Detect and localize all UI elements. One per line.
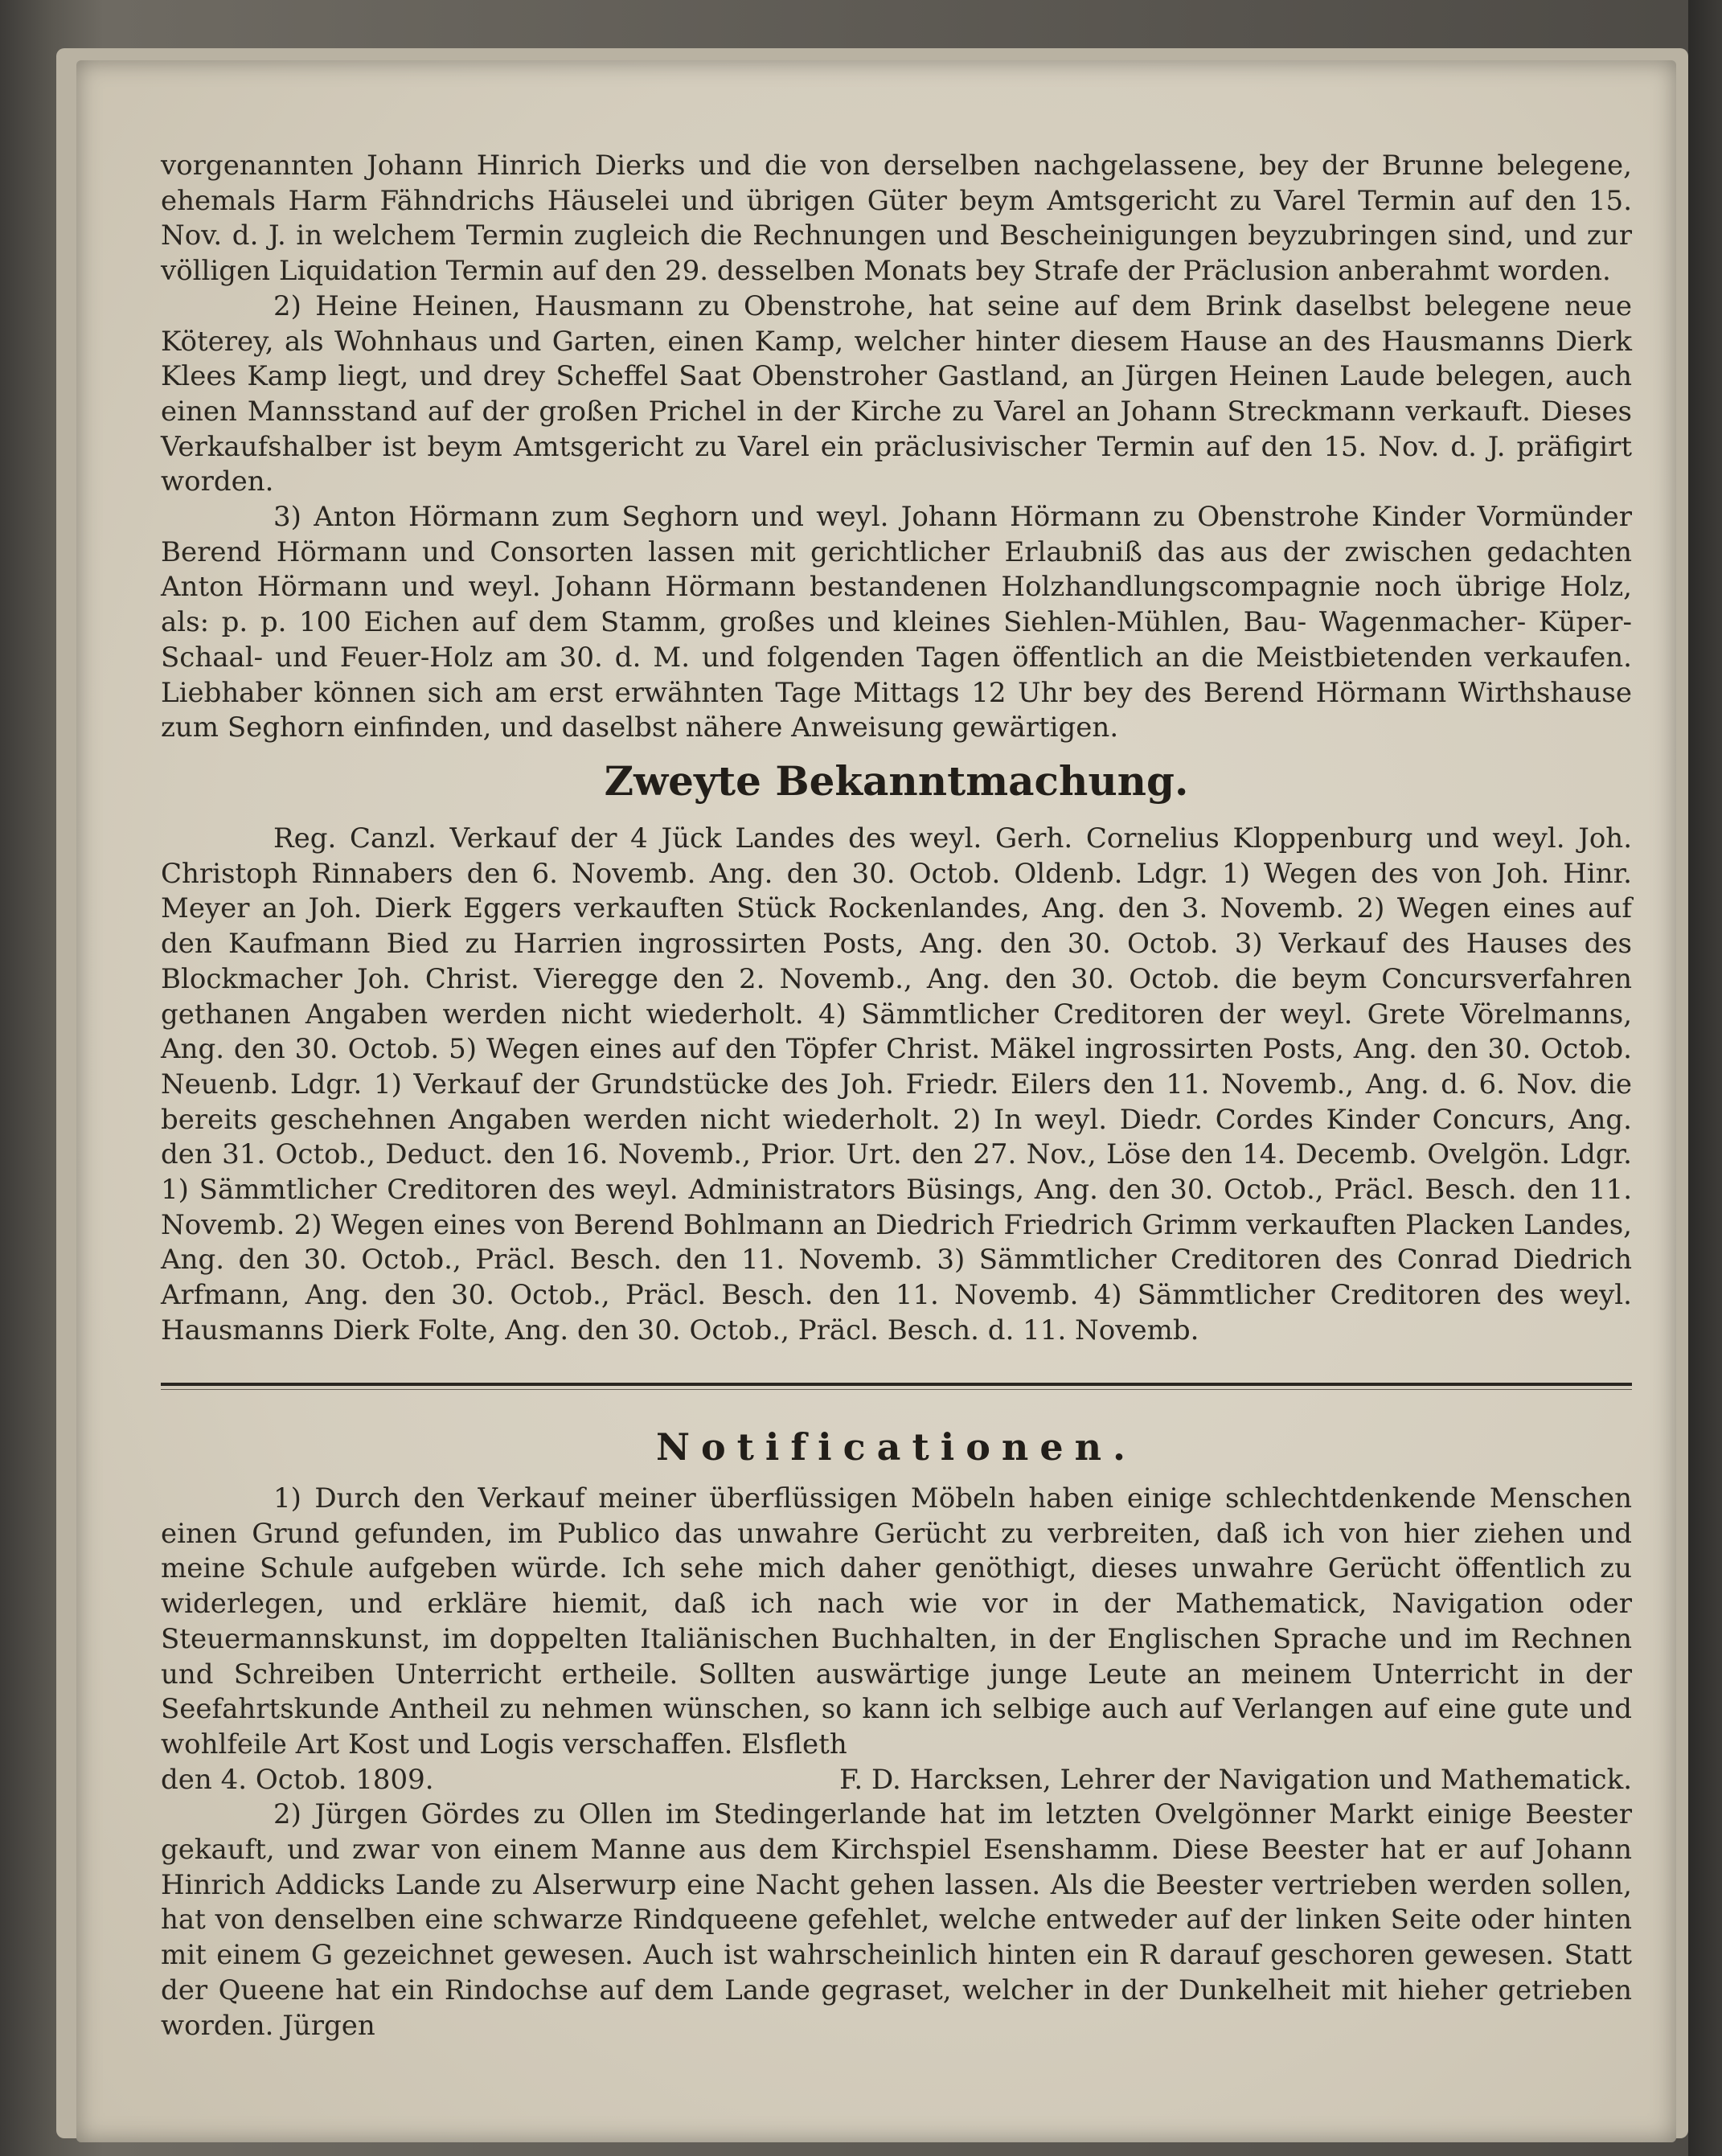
paragraph-court-notices: Reg. Canzl. Verkauf der 4 Jück Landes des weyl. Gerh. Cornelius Kloppenburg und weyl. Joh. Christoph Rinnabers den 6. Novemb. Ang. den 30. Octob. Oldenb. Ldgr. 1) Wegen des von Joh. Hinr. Meyer an Joh. Dierk Eggers verkauften Stück Rockenlandes, Ang. den 3. Novemb. 2) Wegen eines auf den Kaufmann Bied zu Harrien ingrossirten Posts, Ang. den 30. Octob. 3) Verkauf des Hauses des Blockmacher Joh. Christ. Vieregge den 2. Novemb., Ang. den 30. Octob. die beym Concursverfahren gethanen Angaben werden nicht wiederholt. 4) Sämmtlicher Creditoren der weyl. Grete Vörelmanns, Ang. den 30. Octob. 5) Wegen eines auf den Töpfer Christ. Mäkel ingrossirten Posts, Ang. den 30. Octob. Neuenb. Ldgr. 1) Verkauf der Grundstücke des Joh. Friedr. Eilers den 11. Novemb., Ang. d. 6. Nov. die bereits geschehnen Angaben werden nicht wiederholt. 2) In weyl. Diedr. Cordes Kinder Concurs, Ang. den 31. Octob., Deduct. den 16. Novemb., Prior. Urt. den 27. Nov., Löse den 14. Decemb. Ovelgön. Ldgr. 1) Sämmtlicher Creditoren des weyl. Administrators Büsings, Ang. den 30. Octob., Präcl. Besch. den 11. Novemb. 2) Wegen eines von Berend Bohlmann an Diedrich Friedrich Grimm verkauften Placken Landes, Ang. den 30. Octob., Präcl. Besch. den 11. Novemb. 3) Sämmtlicher Creditoren des Conrad Diedrich Arfmann, Ang. den 30. Octob., Präcl. Besch. den 11. Novemb. 4) Sämmtlicher Creditoren des weyl. Hausmanns Dierk Folte, Ang. den 30. Octob., Präcl. Besch. d. 11. Novemb. [161,822,1632,1346]
paragraph-3-hoermann: 3) Anton Hörmann zum Seghorn und weyl. Johann Hörmann zu Obenstrohe Kinder Vormünder Berend Hörmann und Consorten lassen mit gerichtlicher Erlaubniß das aus der zwischen gedachten Anton Hörmann und weyl. Johann Hörmann bestandenen Holzhandlungscompagnie noch übrige Holz, als: p. p. 100 Eichen auf dem Stamm, großes und kleines Siehlen-Mühlen, Bau- Wagenmacher- Küper- Schaal- und Feuer-Holz am 30. d. M. und folgenden Tagen öffentlich an die Meistbietenden verkaufen. Liebhaber können sich am erst erwähnten Tage Mittags 12 Uhr bey des Berend Hörmann Wirthshause zum Seghorn einfinden, und daselbst nähere Anweisung gewärtigen. [161,501,1632,744]
text-block-notifications [161,1482,1632,2043]
text-block-announcements [161,149,1632,746]
text-block-second-announcement [161,822,1632,1349]
heading-notificationen: Notificationen. [655,1425,1138,1469]
section-divider [161,1383,1632,1386]
section-divider-thin [161,1389,1632,1390]
heading-zweyte-bekanntmachung: Zweyte Bekanntmachung. [604,757,1189,805]
signature-line [161,1763,1632,1798]
scan-border-right [1688,0,1722,2156]
paragraph-2-heinen: 2) Heine Heinen, Hausmann zu Obenstrohe, hat seine auf dem Brink daselbst belegene neue Köterey, als Wohnhaus und Garten, einen Kamp, welcher hinter diesem Hause an des Hausmanns Dierk Klees Kamp liegt, und drey Scheffel Saat Obenstroher Gastland, an Jürgen Heinen Laude belegen, auch einen Mannsstand auf der großen Prichel in der Kirche zu Varel an Johann Streckmann verkauft. Dieses Verkaufshalber ist beym Amtsgericht zu Varel ein präclusivischer Termin auf den 15. Nov. d. J. präfigirt worden. [161,289,1632,498]
paragraph-notification-1: 1) Durch den Verkauf meiner überflüssigen Möbeln haben einige schlechtdenkende Menschen einen Grund gefunden, im Publico das unwahre Gerücht zu verbreiten, daß ich von hier ziehen und meine Schule aufgeben würde. Ich sehe mich daher genöthigt, dieses unwahre Gerücht öffentlich zu widerlegen, und erkläre hiemit, daß ich nach wie vor in der Mathematick, Navigation oder Steuermannskunst, im doppelten Italiänischen Buchhalten, in der Englischen Sprache und im Rechnen und Schreiben Unterricht ertheile. Sollten auswärtige junge Leute an meinem Unterricht in der Seefahrtskunde Antheil zu nehmen wünschen, so kann ich selbige auch auf Verlangen auf eine gute und wohlfeile Art Kost und Logis verschaffen. Elsfleth [161,1482,1632,1760]
signature-name: F. D. Harcksen, Lehrer der Navigation und Mathematick. [839,1763,1632,1796]
paragraph-1-continuation: vorgenannten Johann Hinrich Dierks und die von derselben nachgelassene, bey der Brunne belegene, ehemals Harm Fähndrichs Häuselei und übrigen Güter beym Amtsgericht zu Varel Termin auf den 15. Nov. d. J. in welchem Termin zugleich die Rechnungen und Bescheinigungen beyzubringen sind, und zur völligen Liquidation Termin auf den 29. desselben Monats bey Strafe der Präclusion anberahmt worden. [161,150,1632,288]
paragraph-notification-2: 2) Jürgen Gördes zu Ollen im Stedingerlande hat im letzten Ovelgönner Markt einige Beester gekauft, und zwar von einem Manne aus dem Kirchspiel Esenshamm. Diese Beester hat er auf Johann Hinrich Addicks Lande zu Alserwurp eine Nacht gehen lassen. Als die Beester vertrieben werden sollen, hat von denselben eine schwarze Rindqueene gefehlet, welche entweder auf der linken Seite oder hinten mit einem G gezeichnet gewesen. Auch ist wahrscheinlich hinten ein R darauf geschoren gewesen. Statt der Queene hat ein Rindochse auf dem Lande gegraset, welcher in der Dunkelheit mit hieher getrieben worden. Jürgen [161,1798,1632,2042]
signature-date: den 4. Octob. 1809. [161,1763,434,1796]
